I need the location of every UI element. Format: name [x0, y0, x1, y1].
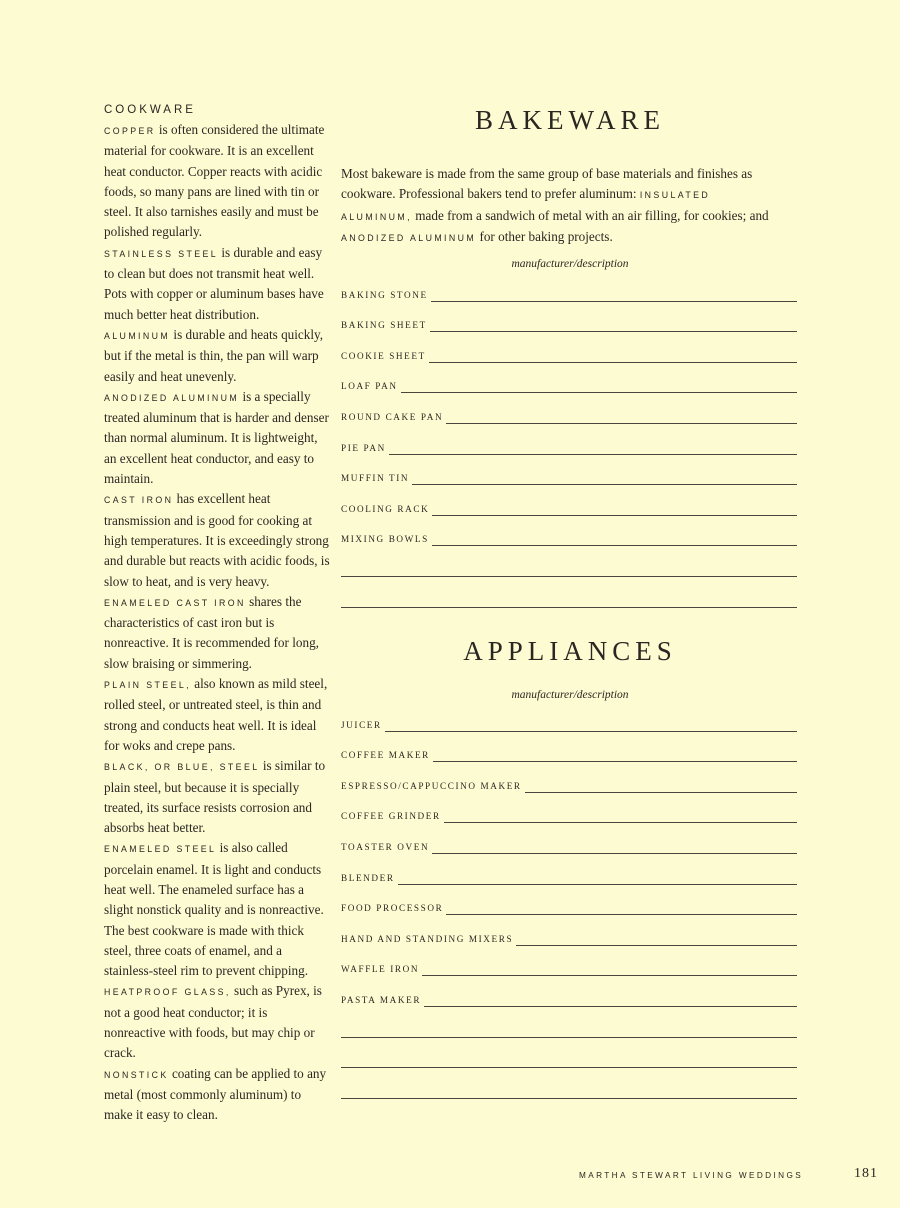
appliances-line[interactable]	[341, 797, 797, 828]
bakeware-fill-line[interactable]	[430, 331, 797, 332]
appliances-fill-line[interactable]	[422, 975, 797, 976]
cookware-term: BLACK, OR BLUE, STEEL	[104, 762, 260, 773]
appliances-fill-line[interactable]	[424, 1006, 797, 1007]
cookware-description: shares the characteristics of cast iron but is nonreactive. It is recommended for long, slow braising or simmering.	[104, 593, 319, 671]
appliances-fill-line[interactable]	[433, 761, 797, 762]
intro-text: for other baking projects.	[476, 228, 613, 244]
cookware-entry	[104, 489, 330, 591]
cookware-term: ALUMINUM	[104, 330, 171, 341]
appliances-fill-line[interactable]	[444, 822, 797, 823]
bakeware-list	[341, 275, 797, 612]
appliances-line[interactable]	[341, 919, 797, 950]
appliances-item-label: JUICER	[341, 719, 382, 730]
bakeware-fill-line[interactable]	[431, 301, 797, 302]
cookware-term: NONSTICK	[104, 1069, 169, 1080]
appliances-fill-line[interactable]	[446, 914, 797, 915]
intro-term: INSULATED ALUMINUM,	[341, 190, 711, 222]
appliances-line[interactable]	[341, 889, 797, 920]
bakeware-fill-line[interactable]	[432, 515, 797, 516]
bakeware-line[interactable]	[341, 397, 797, 428]
appliances-line[interactable]	[341, 950, 797, 981]
appliances-fill-line[interactable]	[398, 884, 797, 885]
appliances-item-label: COFFEE GRINDER	[341, 811, 441, 822]
cookware-term: CAST IRON	[104, 495, 174, 506]
bakeware-item-label: ROUND CAKE PAN	[341, 411, 444, 422]
page-number: 181	[854, 1166, 878, 1181]
cookware-entry	[104, 325, 330, 387]
appliances-line[interactable]	[341, 827, 797, 858]
cookware-entry	[104, 592, 330, 674]
bakeware-line[interactable]	[341, 428, 797, 459]
appliances-item-label: TOASTER OVEN	[341, 841, 430, 852]
appliances-line[interactable]	[341, 1042, 797, 1073]
cookware-description: is durable and heats quickly, but if the metal is thin, the pan will warp easily and heat unevenly.	[104, 326, 324, 384]
bakeware-item-label: PIE PAN	[341, 442, 386, 453]
bakeware-line[interactable]	[341, 489, 797, 520]
intro-term: ANODIZED ALUMINUM	[341, 232, 477, 243]
cookware-column	[104, 104, 330, 1126]
appliances-title: APPLIANCES	[463, 636, 677, 666]
bakeware-line[interactable]	[341, 275, 797, 306]
cookware-heading: COOKWARE	[104, 104, 196, 116]
cookware-description: has excellent heat transmission and is good for cooking at high temperatures. It is exceedingly strong and durable but reacts with acidic foods, is slow to heat, and is very heavy.	[104, 491, 330, 589]
cookware-term: ANODIZED ALUMINUM	[104, 392, 240, 403]
bakeware-item-label: LOAF PAN	[341, 381, 398, 392]
cookware-description: such as Pyrex, is not a good heat conductor; it is nonreactive with foods, but may chip or crack.	[104, 983, 322, 1061]
appliances-fill-line[interactable]	[341, 1098, 797, 1099]
cookware-entries	[104, 120, 330, 1126]
appliances-fill-line[interactable]	[341, 1067, 797, 1068]
appliances-fill-line[interactable]	[385, 731, 797, 732]
cookware-entry	[104, 838, 330, 981]
cookware-entry	[104, 981, 330, 1063]
footer-brand: MARTHA STEWART LIVING WEDDINGS	[579, 1171, 804, 1180]
cookware-description: also known as mild steel, rolled steel, or untreated steel, is thin and strong and conducts heat well. It is ideal for woks and crepe pans.	[104, 676, 328, 753]
bakeware-line[interactable]	[341, 306, 797, 337]
bakeware-fill-line[interactable]	[446, 423, 797, 424]
appliances-item-label: BLENDER	[341, 872, 395, 883]
appliances-line[interactable]	[341, 705, 797, 736]
appliances-item-label: HAND AND STANDING MIXERS	[341, 933, 514, 944]
bakeware-fill-line[interactable]	[341, 576, 797, 577]
appliances-line[interactable]	[341, 1011, 797, 1042]
cookware-entry	[104, 1064, 330, 1126]
bakeware-line[interactable]	[341, 581, 797, 612]
cookware-entry	[104, 756, 330, 838]
bakeware-item-label: BAKING STONE	[341, 289, 428, 300]
bakeware-line[interactable]	[341, 520, 797, 551]
cookware-term: COPPER	[104, 126, 156, 136]
bakeware-column-heading: manufacturer/description	[511, 258, 629, 270]
appliances-fill-line[interactable]	[525, 792, 797, 793]
appliances-list	[341, 705, 797, 1103]
appliances-line[interactable]	[341, 858, 797, 889]
cookware-term: ENAMELED CAST IRON	[104, 597, 246, 608]
cookware-description: is also called porcelain enamel. It is light and conducts heat well. The enameled surface has a slight nonstick quality and is nonreactive. The best cookware is made with thick steel, three coats of enamel, and a stainless-steel rim to prevent chipping.	[104, 840, 324, 979]
intro-text: Most bakeware is made from the same group of base materials and finishes as cookware. Professional bakers tend to prefer aluminum:	[341, 166, 753, 202]
bakeware-item-label: MUFFIN TIN	[341, 473, 410, 484]
bakeware-fill-line[interactable]	[429, 362, 797, 363]
cookware-description: is similar to plain steel, but because it is specially treated, its surface resists corrosion and absorbs heat better.	[104, 758, 326, 836]
appliances-item-label: PASTA MAKER	[341, 994, 422, 1005]
cookware-description: coating can be applied to any metal (most commonly aluminum) to make it easy to clean.	[104, 1065, 327, 1123]
bakeware-fill-line[interactable]	[432, 545, 797, 546]
bakeware-item-label: BAKING SHEET	[341, 320, 427, 331]
cookware-term: STAINLESS STEEL	[104, 248, 219, 259]
appliances-fill-line[interactable]	[341, 1037, 797, 1038]
appliances-item-label: WAFFLE IRON	[341, 964, 420, 975]
appliances-line[interactable]	[341, 980, 797, 1011]
bakeware-item-label: COOLING RACK	[341, 503, 430, 514]
bakeware-fill-line[interactable]	[401, 392, 797, 393]
appliances-item-label: ESPRESSO/CAPPUCCINO MAKER	[341, 780, 522, 791]
appliances-line[interactable]	[341, 1072, 797, 1103]
appliances-column-heading: manufacturer/description	[511, 689, 629, 701]
bakeware-fill-line[interactable]	[341, 607, 797, 608]
bakeware-line[interactable]	[341, 459, 797, 490]
cookware-entry	[104, 120, 330, 243]
bakeware-item-label: COOKIE SHEET	[341, 350, 426, 361]
appliances-fill-line[interactable]	[432, 853, 797, 854]
bakeware-fill-line[interactable]	[412, 484, 797, 485]
cookware-entry	[104, 674, 330, 756]
bakeware-fill-line[interactable]	[389, 454, 797, 455]
appliances-item-label: FOOD PROCESSOR	[341, 903, 444, 914]
bakeware-intro	[341, 164, 779, 248]
cookware-description: is a specially treated aluminum that is harder and denser than normal aluminum. It is lightweight, an excellent heat conductor, and easy to maintain.	[104, 388, 329, 487]
appliances-line[interactable]	[341, 766, 797, 797]
cookware-term: HEATPROOF GLASS,	[104, 987, 231, 998]
bakeware-line[interactable]	[341, 336, 797, 367]
appliances-fill-line[interactable]	[516, 945, 797, 946]
cookware-term: ENAMELED STEEL	[104, 844, 217, 855]
cookware-description: is durable and easy to clean but does not transmit heat well. Pots with copper or aluminum bases have much better heat distribution.	[104, 244, 324, 322]
intro-text: made from a sandwich of metal with an air filling, for cookies; and	[411, 207, 769, 223]
cookware-entry	[104, 387, 330, 489]
bakeware-item-label: MIXING BOWLS	[341, 534, 429, 545]
cookware-term: PLAIN STEEL,	[104, 680, 191, 691]
bakeware-line[interactable]	[341, 367, 797, 398]
appliances-line[interactable]	[341, 736, 797, 767]
bakeware-line[interactable]	[341, 550, 797, 581]
appliances-item-label: COFFEE MAKER	[341, 750, 430, 761]
cookware-description: is often considered the ultimate material for cookware. It is an excellent heat conductor. Copper reacts with acidic foods, so many pans are lined with tin or steel. It also tarnishes easily and must be polished regularly.	[104, 122, 325, 240]
cookware-entry	[104, 243, 330, 325]
bakeware-title: BAKEWARE	[475, 105, 665, 135]
